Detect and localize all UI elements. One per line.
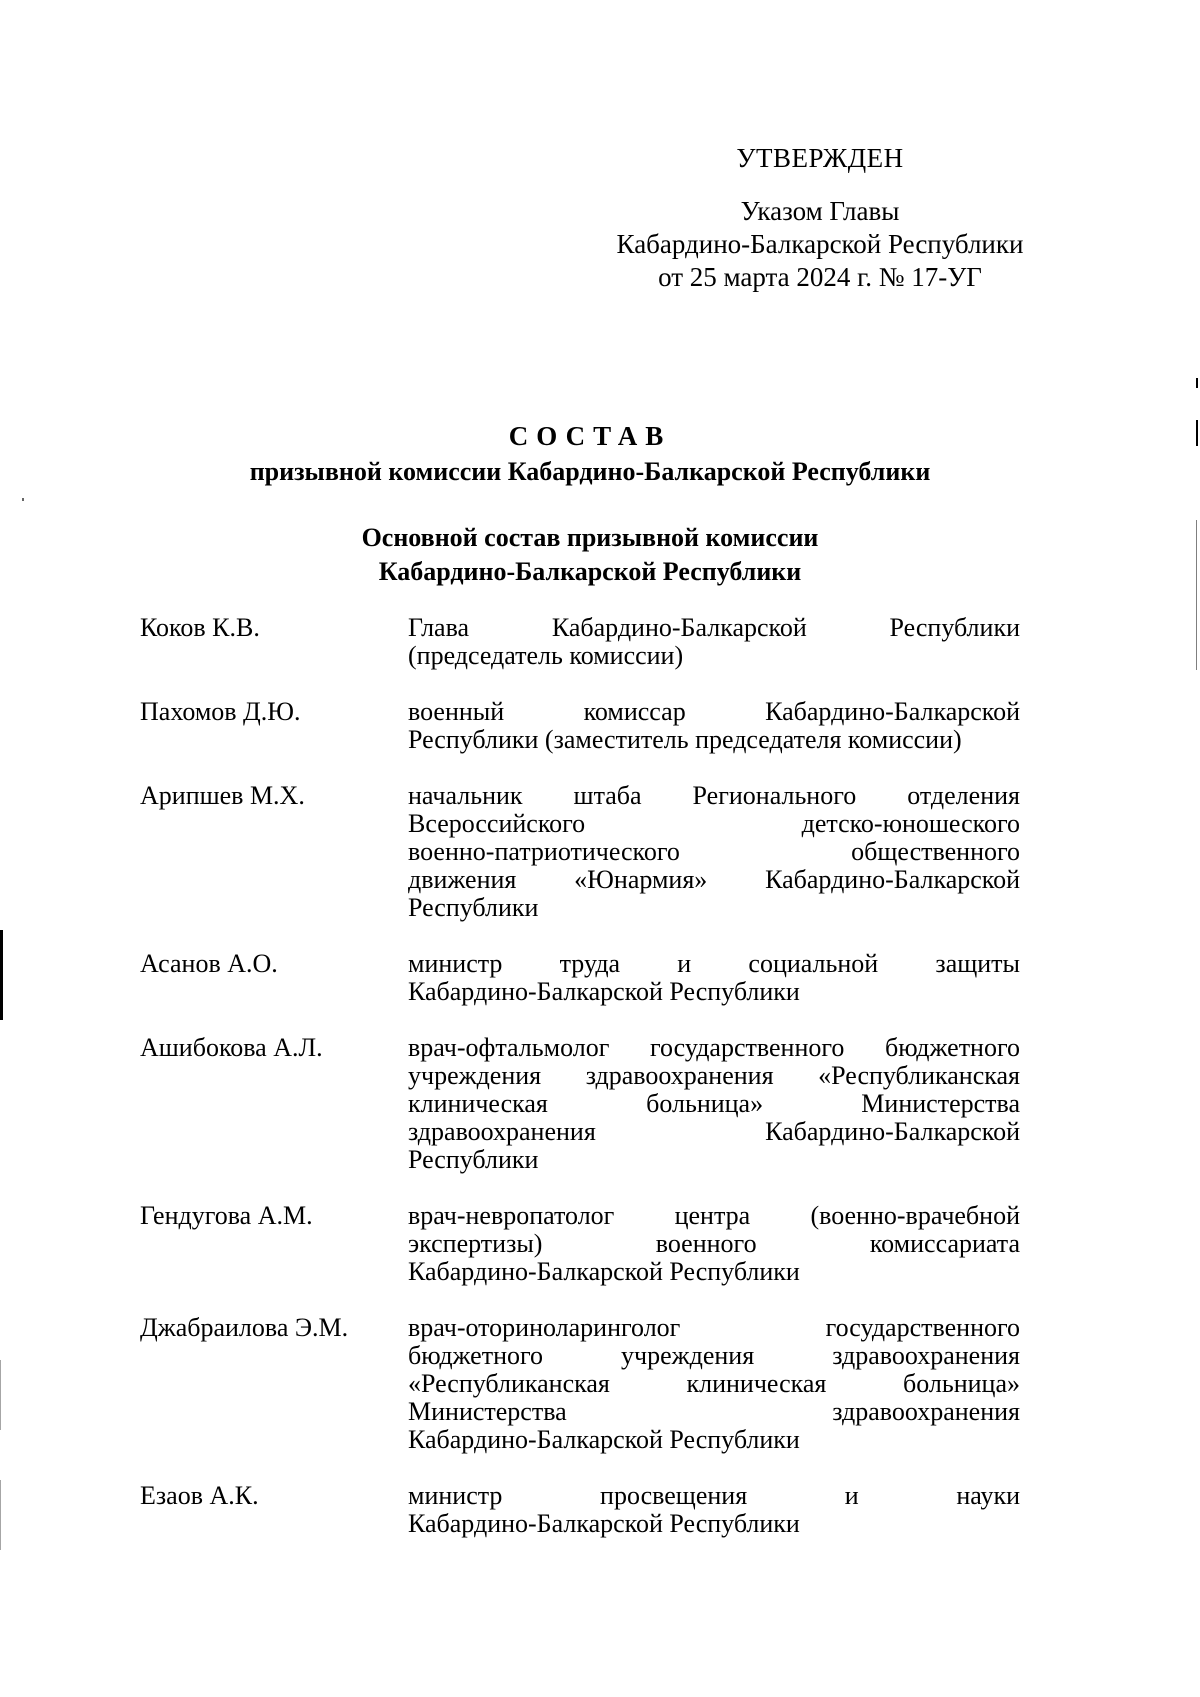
member-position-line: министр труда и социальной защиты bbox=[408, 949, 1020, 978]
scan-edge-mark bbox=[1196, 420, 1198, 446]
scan-edge-mark bbox=[0, 930, 3, 1020]
member-name: Асанов А.О. bbox=[140, 949, 278, 978]
member-row bbox=[140, 950, 1020, 1006]
member-row bbox=[140, 782, 1020, 922]
member-name: Коков К.В. bbox=[140, 613, 260, 642]
member-position-line: Глава Кабардино-Балкарской Республики bbox=[408, 613, 1020, 642]
member-row bbox=[140, 1202, 1020, 1286]
member-position-line: врач-офтальмолог государственного бюджетного bbox=[408, 1033, 1020, 1062]
member-position-line: клиническая больница» Министерства bbox=[408, 1089, 1020, 1118]
member-position-line: Кабардино-Балкарской Республики bbox=[408, 1257, 800, 1286]
approval-line: Кабардино-Балкарской Республики bbox=[616, 229, 1024, 259]
member-position-line: Республики bbox=[408, 893, 539, 922]
approval-block bbox=[560, 142, 1080, 294]
approval-date-line: от 25 марта 2024 г. № 17-УГ bbox=[658, 262, 982, 292]
member-name: Пахомов Д.Ю. bbox=[140, 697, 301, 726]
members-list bbox=[140, 614, 1020, 1566]
member-name: Ашибокова А.Л. bbox=[140, 1033, 323, 1062]
member-position bbox=[408, 1202, 1020, 1286]
member-row bbox=[140, 698, 1020, 754]
approval-line: Указом Главы bbox=[740, 196, 900, 226]
section-title: Основной состав призывной комиссии bbox=[361, 523, 819, 552]
member-position-line: бюджетного учреждения здравоохранения bbox=[408, 1341, 1020, 1370]
member-position-line: экспертизы) военного комиссариата bbox=[408, 1229, 1020, 1258]
member-name: Арипшев М.Х. bbox=[140, 781, 305, 810]
member-position-line: Министерства здравоохранения bbox=[408, 1397, 1020, 1426]
member-position-line: военный комиссар Кабардино-Балкарской bbox=[408, 697, 1020, 726]
member-row bbox=[140, 1314, 1020, 1454]
member-position bbox=[408, 614, 1020, 670]
scan-edge-mark bbox=[1196, 378, 1198, 388]
member-position-line: Кабардино-Балкарской Республики bbox=[408, 1425, 800, 1454]
scan-edge-mark bbox=[0, 1480, 1, 1550]
member-position-line: Республики bbox=[408, 1145, 539, 1174]
member-position-line: учреждения здравоохранения «Республиканская bbox=[408, 1061, 1020, 1090]
member-position-line: (председатель комиссии) bbox=[408, 641, 684, 670]
member-position-line: здравоохранения Кабардино-Балкарской bbox=[408, 1117, 1020, 1146]
member-position-line: начальник штаба Регионального отделения bbox=[408, 781, 1020, 810]
member-position bbox=[408, 1482, 1020, 1538]
member-position bbox=[408, 1034, 1020, 1174]
member-position-line: Кабардино-Балкарской Республики bbox=[408, 1509, 800, 1538]
member-position-line: министр просвещения и науки bbox=[408, 1481, 1020, 1510]
document-title: СОСТАВ bbox=[508, 421, 672, 451]
member-row bbox=[140, 614, 1020, 670]
member-row bbox=[140, 1482, 1020, 1538]
scan-edge-mark bbox=[0, 1360, 1, 1430]
member-position bbox=[408, 1314, 1020, 1454]
member-name: Езаов А.К. bbox=[140, 1481, 259, 1510]
member-position-line: Кабардино-Балкарской Республики bbox=[408, 977, 800, 1006]
member-position-line: движения «Юнармия» Кабардино-Балкарской bbox=[408, 865, 1020, 894]
member-row bbox=[140, 1034, 1020, 1174]
member-position bbox=[408, 698, 1020, 754]
member-name: Гендугова А.М. bbox=[140, 1201, 313, 1230]
document-subtitle: призывной комиссии Кабардино-Балкарской Республики bbox=[249, 457, 931, 486]
approval-heading: УТВЕРЖДЕН bbox=[736, 143, 904, 173]
section-title: Кабардино-Балкарской Республики bbox=[378, 557, 802, 586]
member-name: Джабраилова Э.М. bbox=[140, 1313, 349, 1342]
scan-edge-mark bbox=[1196, 520, 1197, 670]
member-position-line: врач-оториноларинголог государственного bbox=[408, 1313, 1020, 1342]
member-position-line: военно-патриотического общественного bbox=[408, 837, 1020, 866]
member-position-line: Всероссийского детско-юношеского bbox=[408, 809, 1020, 838]
scan-speck bbox=[22, 498, 24, 501]
member-position-line: Республики (заместитель председателя комиссии) bbox=[408, 725, 962, 754]
member-position-line: «Республиканская клиническая больница» bbox=[408, 1369, 1020, 1398]
member-position-line: врач-невропатолог центра (военно-врачебной bbox=[408, 1201, 1020, 1230]
member-position bbox=[408, 950, 1020, 1006]
member-position bbox=[408, 782, 1020, 922]
